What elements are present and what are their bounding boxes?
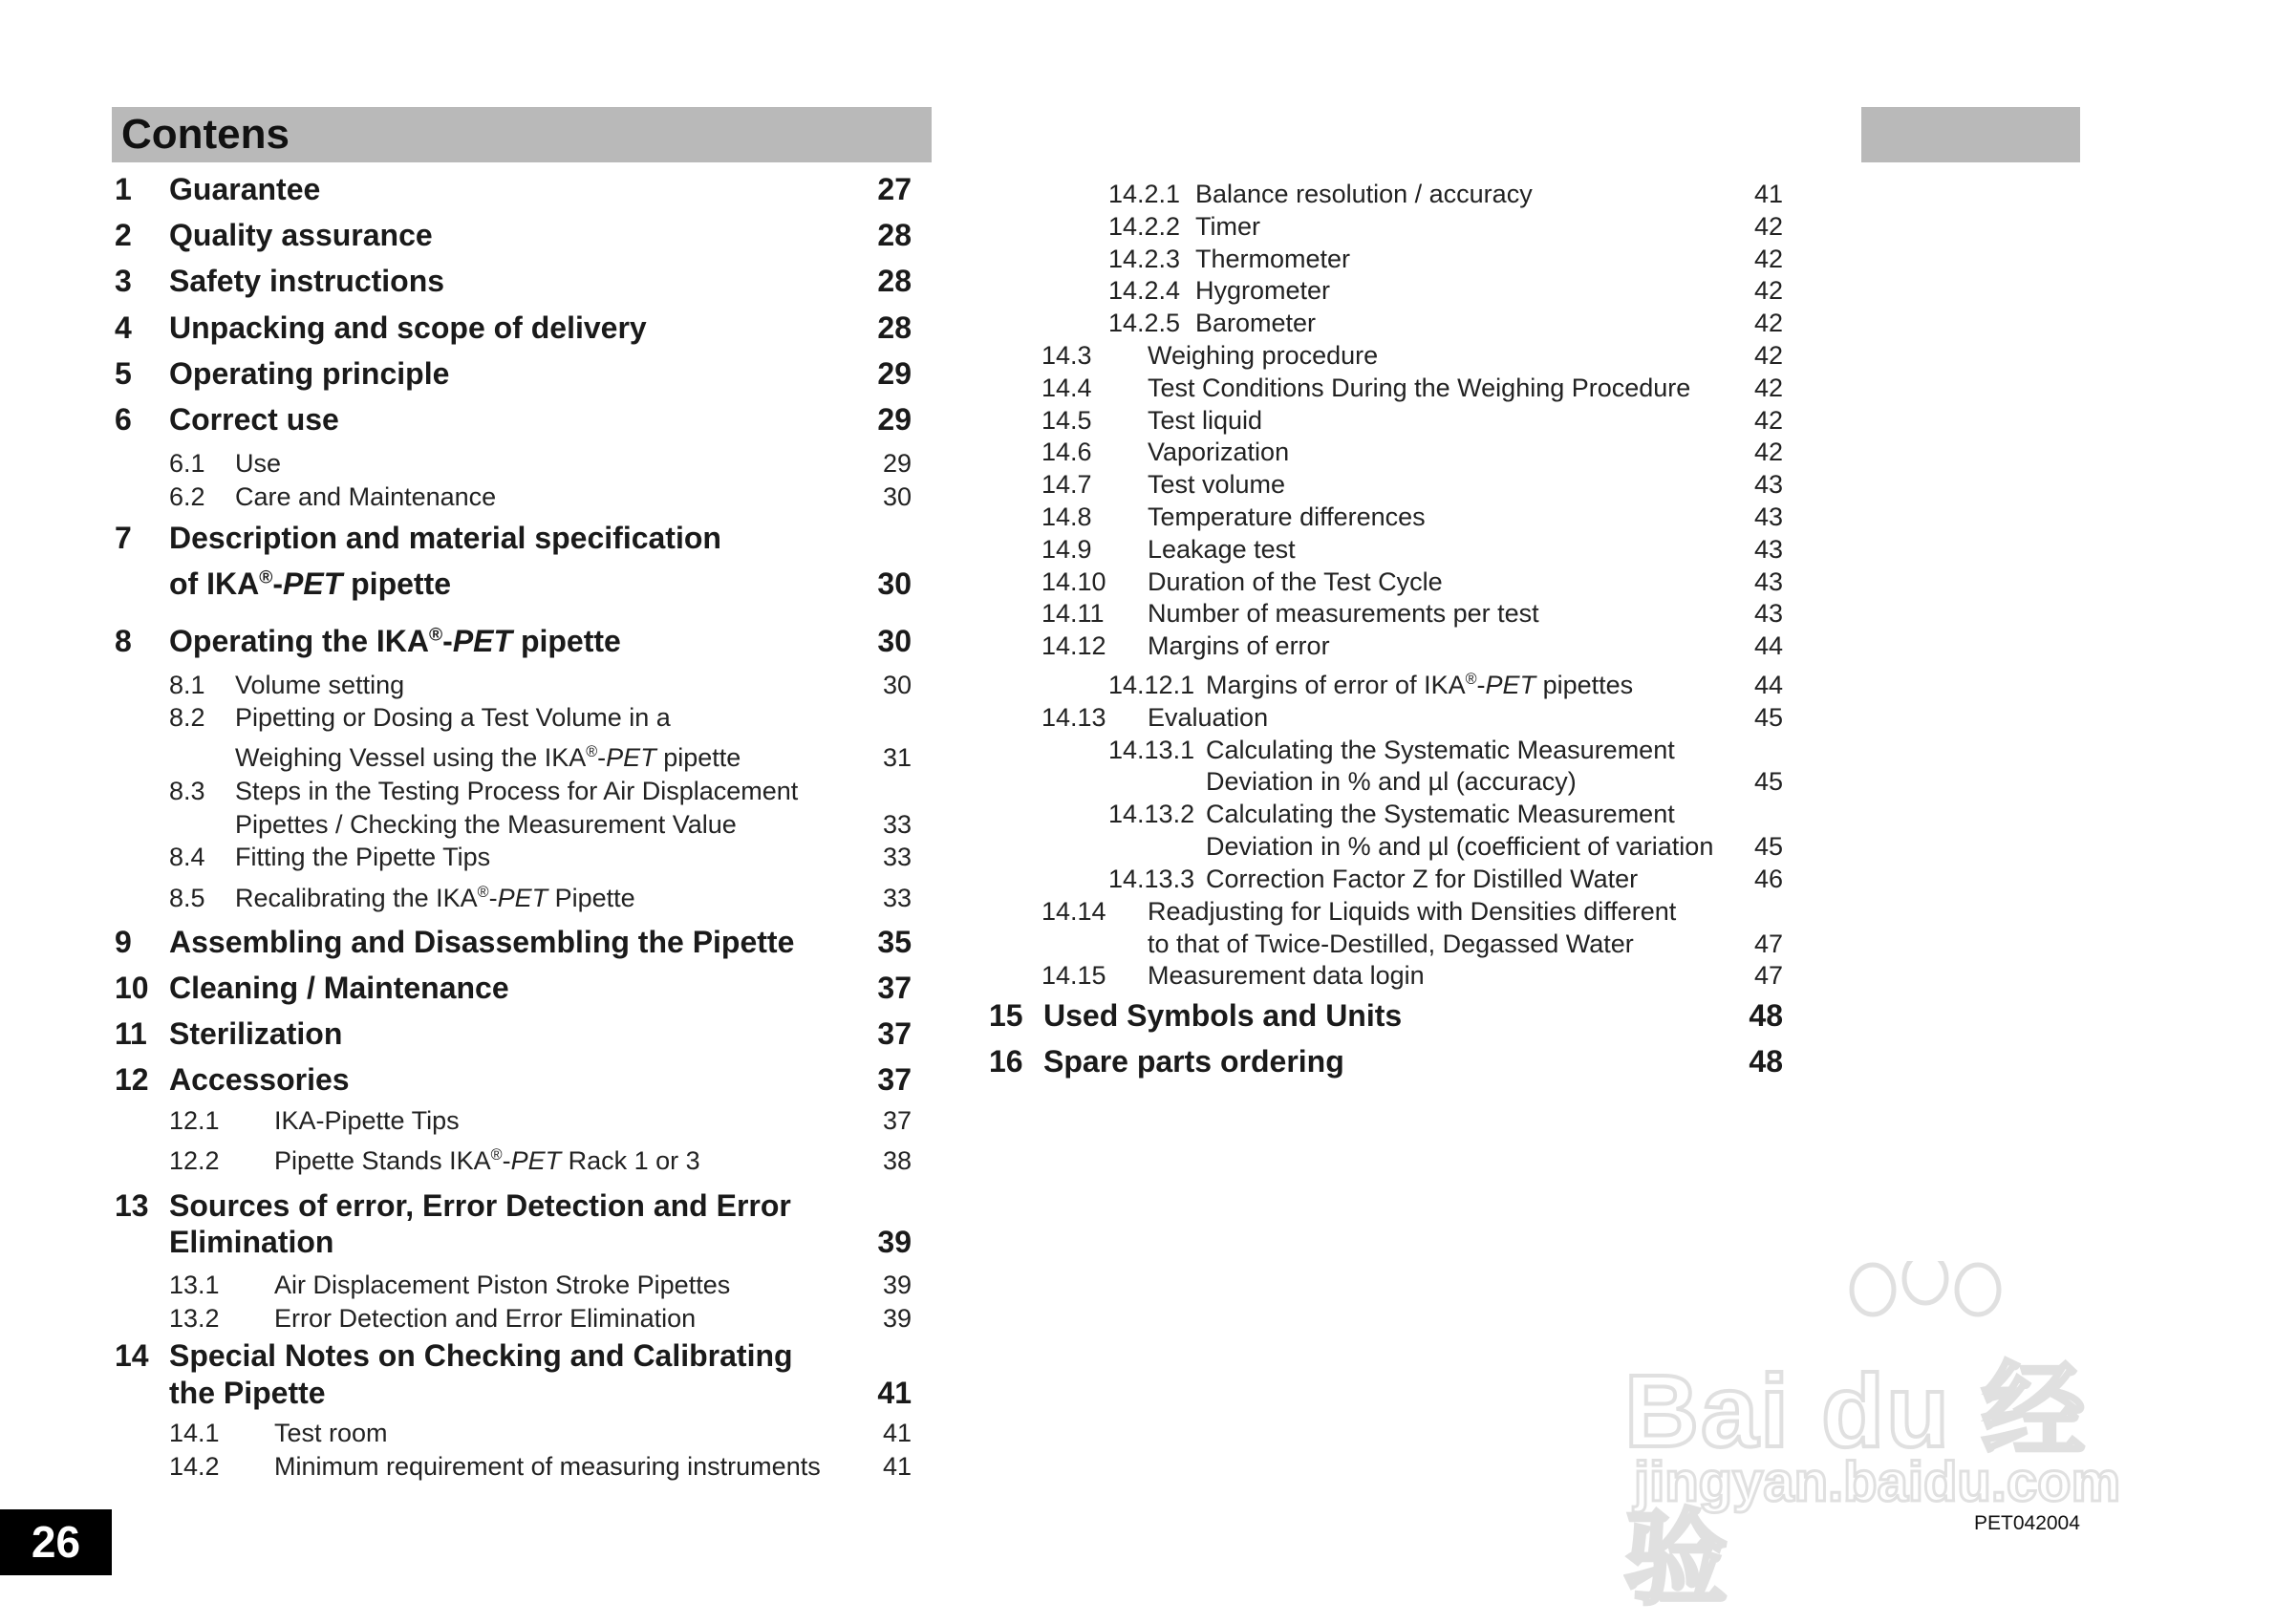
toc-entry-title: Hygrometer	[1195, 276, 1331, 305]
toc-entry-number: 13	[115, 1188, 149, 1223]
toc-section-row[interactable]	[0, 372, 1787, 404]
toc-entry-title: Calculating the Systematic Measurement	[1206, 736, 1675, 764]
toc-chapter-row[interactable]	[0, 1370, 917, 1416]
toc-section-row[interactable]	[0, 436, 1787, 468]
toc-entry-title: Weighing procedure	[1148, 341, 1379, 370]
toc-entry-number: 14.2.4	[1108, 276, 1181, 305]
toc-entry-title: Used Symbols and Units	[1043, 998, 1403, 1033]
toc-entry-number: 8.2	[169, 703, 205, 732]
toc-entry-title: Margins of error of IKA®-PET pipettes	[1206, 671, 1634, 699]
toc-entry-number: 12	[115, 1062, 149, 1097]
toc-entry-number: 11	[115, 1016, 147, 1051]
toc-entry-number: 14.2.5	[1108, 309, 1181, 337]
toc-page-number: 29	[877, 356, 912, 391]
toc-entry-title: Balance resolution / accuracy	[1195, 180, 1533, 208]
toc-entry-title: Operating the IKA®-PET pipette	[169, 624, 621, 658]
toc-entry-title: Weighing Vessel using the IKA®-PET pipette	[235, 743, 741, 772]
toc-entry-title: Fitting the Pipette Tips	[235, 843, 491, 871]
toc-entry-number: 8.4	[169, 843, 205, 871]
toc-entry-title: Test volume	[1148, 470, 1286, 499]
watermark-main-text: Bai du 经验	[1624, 1353, 2088, 1616]
toc-entry-number: 14.4	[1041, 374, 1092, 402]
toc-entry-number: 8	[115, 624, 132, 658]
toc-page-number: 39	[877, 1225, 912, 1259]
toc-entry-number: 6.1	[169, 449, 205, 478]
toc-entry-number: 14.7	[1041, 470, 1092, 499]
toc-entry-number: 6	[115, 402, 132, 437]
toc-entry-title: Thermometer	[1195, 245, 1351, 273]
toc-entry-number: 14.11	[1041, 599, 1105, 628]
toc-section-row[interactable]	[0, 307, 1787, 339]
toc-section-row[interactable]	[0, 178, 1787, 210]
toc-section-row[interactable]	[0, 566, 1787, 598]
toc-entry-number: 14.12	[1041, 631, 1106, 660]
toc-page-number: 38	[882, 1146, 912, 1175]
toc-page-number: 46	[1753, 865, 1783, 893]
toc-entry-number: 14.15	[1041, 961, 1106, 990]
toc-page-number: 47	[1753, 930, 1783, 958]
toc-page-number: 31	[882, 743, 912, 772]
toc-entry-number: 14.6	[1041, 438, 1092, 466]
toc-section-row[interactable]	[0, 895, 1787, 928]
toc-entry-title: Deviation in % and µl (coefficient of variation	[1206, 832, 1714, 861]
toc-page-number: 45	[1753, 832, 1783, 861]
toc-page-number: 30	[882, 482, 912, 511]
toc-entry-number: 16	[989, 1044, 1023, 1079]
toc-section-row[interactable]	[0, 863, 1787, 895]
toc-entry-title: Guarantee	[169, 172, 321, 206]
toc-entry-title: Vaporization	[1148, 438, 1290, 466]
toc-page-number: 41	[877, 1376, 912, 1410]
toc-page-number: 42	[1753, 212, 1783, 241]
toc-entry-number: 15	[989, 998, 1023, 1033]
toc-page-number: 37	[877, 1062, 912, 1097]
toc-entry-title: Accessories	[169, 1062, 350, 1097]
toc-entry-title: Leakage test	[1148, 535, 1296, 564]
toc-page-number: 42	[1753, 276, 1783, 305]
toc-entry-title: Quality assurance	[169, 218, 433, 252]
toc-page-number: 41	[882, 1452, 912, 1481]
toc-entry-title: Pipetting or Dosing a Test Volume in a	[235, 703, 671, 732]
toc-entry-title: Special Notes on Checking and Calibrating	[169, 1338, 793, 1373]
toc-entry-title: Barometer	[1195, 309, 1317, 337]
toc-page-number: 44	[1753, 671, 1783, 699]
toc-section-row[interactable]	[0, 210, 1787, 243]
toc-entry-number: 8.5	[169, 884, 205, 912]
toc-section-row[interactable]	[0, 468, 1787, 501]
toc-page-number: 33	[882, 810, 912, 839]
toc-page-number: 42	[1753, 341, 1783, 370]
toc-section-row[interactable]	[0, 928, 1787, 960]
toc-page-number: 28	[877, 310, 912, 345]
toc-section-row[interactable]	[0, 1302, 917, 1335]
toc-entry-number: 13.1	[169, 1271, 220, 1299]
toc-entry-title: Error Detection and Error Elimination	[274, 1304, 697, 1333]
toc-chapter-row[interactable]	[0, 1038, 1787, 1084]
toc-entry-title: Cleaning / Maintenance	[169, 971, 509, 1005]
toc-entry-number: 14.2.3	[1108, 245, 1181, 273]
toc-entry-number: 12.2	[169, 1146, 220, 1175]
toc-entry-number: 14.2.2	[1108, 212, 1181, 241]
toc-entry-number: 14.13.2	[1108, 800, 1195, 828]
toc-page-number: 44	[1753, 631, 1783, 660]
toc-entry-number: 14.13.3	[1108, 865, 1195, 893]
toc-entry-number: 7	[115, 521, 132, 555]
toc-entry-title: Timer	[1195, 212, 1260, 241]
toc-page-number: 42	[1753, 309, 1783, 337]
toc-entry-number: 10	[115, 971, 149, 1005]
toc-page-number: 42	[1753, 406, 1783, 435]
toc-section-row[interactable]	[0, 669, 1787, 701]
toc-entry-title: the Pipette	[169, 1376, 326, 1410]
toc-entry-number: 5	[115, 356, 132, 391]
toc-entry-title: Spare parts ordering	[1043, 1044, 1344, 1079]
toc-page-number: 45	[1753, 703, 1783, 732]
toc-page-number: 28	[877, 264, 912, 298]
toc-entry-number: 6.2	[169, 482, 205, 511]
toc-page-number: 37	[877, 1016, 912, 1051]
toc-entry-title: Duration of the Test Cycle	[1148, 567, 1443, 596]
toc-entry-title: Use	[235, 449, 282, 478]
toc-entry-title: Pipette Stands IKA®-PET Rack 1 or 3	[274, 1146, 700, 1175]
toc-section-row[interactable]	[0, 798, 1787, 830]
toc-section-row[interactable]	[0, 1144, 917, 1177]
page-number: 26	[0, 1509, 112, 1575]
toc-section-row[interactable]	[0, 959, 1787, 992]
toc-section-row[interactable]	[0, 533, 1787, 566]
toc-entry-title: Safety instructions	[169, 264, 445, 298]
toc-entry-title: Air Displacement Piston Stroke Pipettes	[274, 1271, 731, 1299]
toc-page-number: 43	[1753, 567, 1783, 596]
toc-entry-number: 14.5	[1041, 406, 1092, 435]
toc-entry-number: 14.1	[169, 1419, 220, 1447]
toc-entry-title: IKA-Pipette Tips	[274, 1106, 460, 1135]
toc-page-number: 29	[882, 449, 912, 478]
toc-entry-title: Test Conditions During the Weighing Procedure	[1148, 374, 1691, 402]
toc-page-number: 30	[877, 624, 912, 658]
toc-page-number: 39	[882, 1304, 912, 1333]
toc-entry-number: 14.13.1	[1108, 736, 1195, 764]
toc-section-row[interactable]	[0, 597, 1787, 630]
toc-entry-number: 14.9	[1041, 535, 1092, 564]
toc-page-number: 39	[882, 1271, 912, 1299]
toc-page-number: 37	[882, 1106, 912, 1135]
toc-section-row[interactable]	[0, 1450, 917, 1483]
toc-page-number: 43	[1753, 470, 1783, 499]
toc-page-number: 43	[1753, 599, 1783, 628]
toc-entry-number: 14.3	[1041, 341, 1092, 370]
toc-entry-title: Margins of error	[1148, 631, 1330, 660]
document-code: PET042004	[1974, 1512, 2080, 1534]
toc-entry-title: Correct use	[169, 402, 339, 437]
toc-entry-title: Test liquid	[1148, 406, 1263, 435]
toc-entry-title: Deviation in % and µl (accuracy)	[1206, 767, 1577, 796]
toc-section-row[interactable]	[0, 701, 1787, 734]
toc-entry-title: Volume setting	[235, 671, 405, 699]
toc-entry-number: 14.13	[1041, 703, 1106, 732]
toc-entry-title: Minimum requirement of measuring instruments	[274, 1452, 821, 1481]
toc-section-row[interactable]	[0, 1417, 917, 1449]
page-title: Contens	[121, 111, 290, 158]
toc-page-number: 30	[877, 566, 912, 601]
toc-entry-title: Sterilization	[169, 1016, 343, 1051]
toc-section-row[interactable]	[0, 765, 1787, 798]
toc-section-row[interactable]	[0, 404, 1787, 437]
toc-entry-title: Test room	[274, 1419, 388, 1447]
toc-entry-number: 4	[115, 310, 132, 345]
toc-page-number: 33	[882, 884, 912, 912]
toc-entry-title: Elimination	[169, 1225, 334, 1259]
toc-entry-title: Temperature differences	[1148, 502, 1426, 531]
toc-entry-number: 1	[115, 172, 132, 206]
toc-entry-number: 14.14	[1041, 897, 1106, 926]
toc-page-number: 42	[1753, 245, 1783, 273]
toc-page-number: 42	[1753, 374, 1783, 402]
toc-entry-title: Measurement data login	[1148, 961, 1425, 990]
toc-entry-title: Calculating the Systematic Measurement	[1206, 800, 1675, 828]
toc-entry-number: 12.1	[169, 1106, 220, 1135]
toc-page-number: 48	[1749, 1044, 1783, 1079]
toc-page-number: 48	[1749, 998, 1783, 1033]
toc-page-number: 29	[877, 402, 912, 437]
toc-section-row[interactable]	[0, 630, 1787, 662]
toc-page-number: 47	[1753, 961, 1783, 990]
toc-page-number: 35	[877, 925, 912, 959]
toc-section-row[interactable]	[0, 734, 1787, 766]
toc-entry-title: of IKA®-PET pipette	[169, 566, 452, 601]
toc-entry-number: 8.3	[169, 777, 205, 805]
toc-entry-title: to that of Twice-Destilled, Degassed Water	[1148, 930, 1634, 958]
toc-page-number: 45	[1753, 767, 1783, 796]
toc-page-number: 41	[882, 1419, 912, 1447]
toc-entry-number: 8.1	[169, 671, 205, 699]
watermark-sub-text: jingyan.baidu.com	[1634, 1451, 2121, 1513]
toc-entry-title: Description and material specification	[169, 521, 721, 555]
toc-entry-number: 13.2	[169, 1304, 220, 1333]
toc-chapter-row[interactable]	[0, 1219, 917, 1265]
decorative-gray-box	[1861, 107, 2080, 162]
toc-page-number: 41	[1753, 180, 1783, 208]
toc-section-row[interactable]	[0, 1269, 917, 1301]
toc-entry-number: 2	[115, 218, 132, 252]
toc-chapter-row[interactable]	[0, 993, 1787, 1038]
toc-entry-number: 14	[115, 1338, 149, 1373]
toc-entry-title: Recalibrating the IKA®-PET Pipette	[235, 884, 635, 912]
toc-entry-title: Pipettes / Checking the Measurement Value	[235, 810, 737, 839]
toc-entry-title: Evaluation	[1148, 703, 1269, 732]
toc-page-number: 37	[877, 971, 912, 1005]
toc-page-number: 43	[1753, 502, 1783, 531]
toc-entry-title: Care and Maintenance	[235, 482, 497, 511]
toc-entry-title: Assembling and Disassembling the Pipette	[169, 925, 795, 959]
toc-section-row[interactable]	[0, 339, 1787, 372]
toc-page-number: 28	[877, 218, 912, 252]
toc-entry-number: 14.10	[1041, 567, 1106, 596]
toc-entry-title: Operating principle	[169, 356, 450, 391]
toc-page-number: 42	[1753, 438, 1783, 466]
toc-entry-title: Sources of error, Error Detection and Error	[169, 1188, 791, 1223]
toc-entry-title: Number of measurements per test	[1148, 599, 1539, 628]
toc-entry-number: 14.12.1	[1108, 671, 1195, 699]
toc-entry-title: Steps in the Testing Process for Air Displacement	[235, 777, 799, 805]
toc-page-number: 33	[882, 843, 912, 871]
toc-section-row[interactable]	[0, 274, 1787, 307]
toc-page-number: 43	[1753, 535, 1783, 564]
toc-entry-number: 14.2	[169, 1452, 220, 1481]
toc-entry-number: 14.2.1	[1108, 180, 1181, 208]
toc-section-row[interactable]	[0, 830, 1787, 863]
toc-section-row[interactable]	[0, 243, 1787, 275]
toc-entry-number: 9	[115, 925, 132, 959]
toc-page-number: 30	[882, 671, 912, 699]
toc-section-row[interactable]	[0, 1104, 917, 1137]
toc-page-number: 27	[877, 172, 912, 206]
toc-entry-number: 3	[115, 264, 132, 298]
toc-entry-title: Readjusting for Liquids with Densities different	[1148, 897, 1677, 926]
toc-entry-number: 14.8	[1041, 502, 1092, 531]
toc-entry-title: Correction Factor Z for Distilled Water	[1206, 865, 1639, 893]
toc-section-row[interactable]	[0, 501, 1787, 533]
toc-entry-title: Unpacking and scope of delivery	[169, 310, 647, 345]
